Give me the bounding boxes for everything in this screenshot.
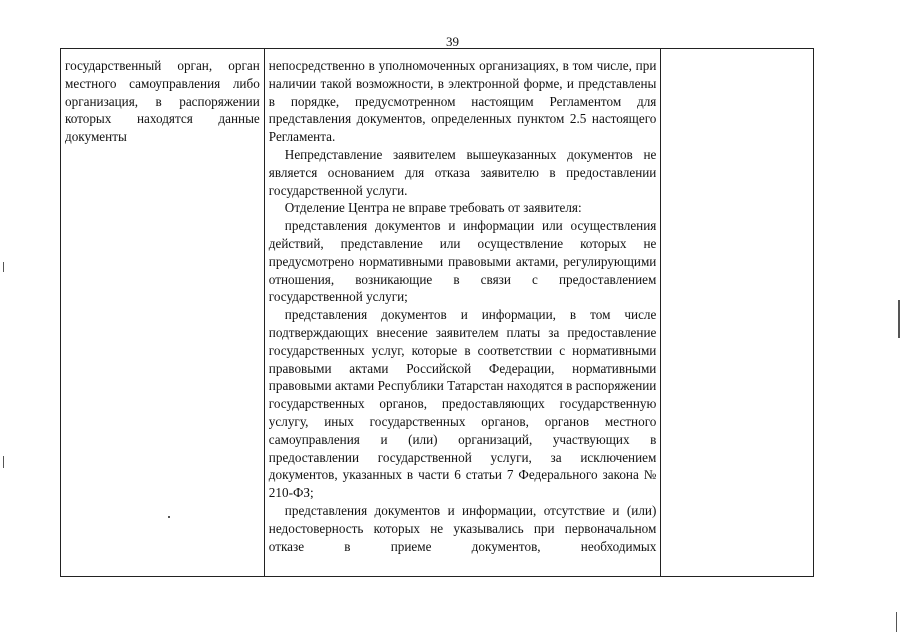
table-cell-document-holder xyxy=(61,49,265,577)
scan-mark-left-top xyxy=(3,262,4,272)
scan-mark-right-edge xyxy=(898,300,900,338)
scan-dot xyxy=(168,516,170,518)
table-row xyxy=(61,49,814,577)
procedure-paragraph-6: представления документов и информации, отсутствие и (или) недостоверность которых не указывались при первоначальном отказе в приеме документов, необходимых xyxy=(268,502,657,554)
procedure-paragraph-3: Отделение Центра не вправе требовать от заявителя: xyxy=(284,200,582,216)
procedure-paragraph-4: представления документов и информации или осуществления действий, представление или осуществление которых не предусмотрено нормативными правовыми актами, регулирующими отношения, возникающие в связи с предоставлением государственной услуги; xyxy=(268,218,657,305)
table-cell-procedure xyxy=(264,49,661,577)
page-number: 39 xyxy=(446,34,459,49)
regulation-table xyxy=(60,48,814,577)
table-cell-notes xyxy=(661,49,814,577)
procedure-paragraph-2: Непредставление заявителем вышеуказанных документов не является основанием для отказа заявителю в предоставлении государственной услуги. xyxy=(268,146,657,198)
document-holder-text: государственный орган, орган местного самоуправления либо организация, в распоряжении которых находятся данные документы xyxy=(65,58,260,145)
procedure-paragraph-5: представления документов и информации, в том числе подтверждающих внесение заявителем платы за предоставление государственных услуг, которые в соответствии с нормативными правовыми актами Российской Федерации, нормативными правовыми актами Республики Татарстан находятся в распоряжении государственных органов, предоставляющих государственную услугу, иных государственных органов, органов местного самоуправления и (или) организаций, участвующих в предоставлении государственной услуги, за исключением документов, указанных в части 6 статьи 7 Федерального закона № 210-ФЗ; xyxy=(268,307,657,501)
procedure-paragraph-1: непосредственно в уполномоченных организациях, в том числе, при наличии такой возможности, в электронной форме, и представлены в порядке, предусмотренном настоящим Регламентом для представления документов, определенных пунктом 2.5 настоящего Регламента. xyxy=(268,58,657,145)
scan-mark-right-bottom xyxy=(896,612,897,632)
scan-mark-left-bottom xyxy=(3,456,4,468)
